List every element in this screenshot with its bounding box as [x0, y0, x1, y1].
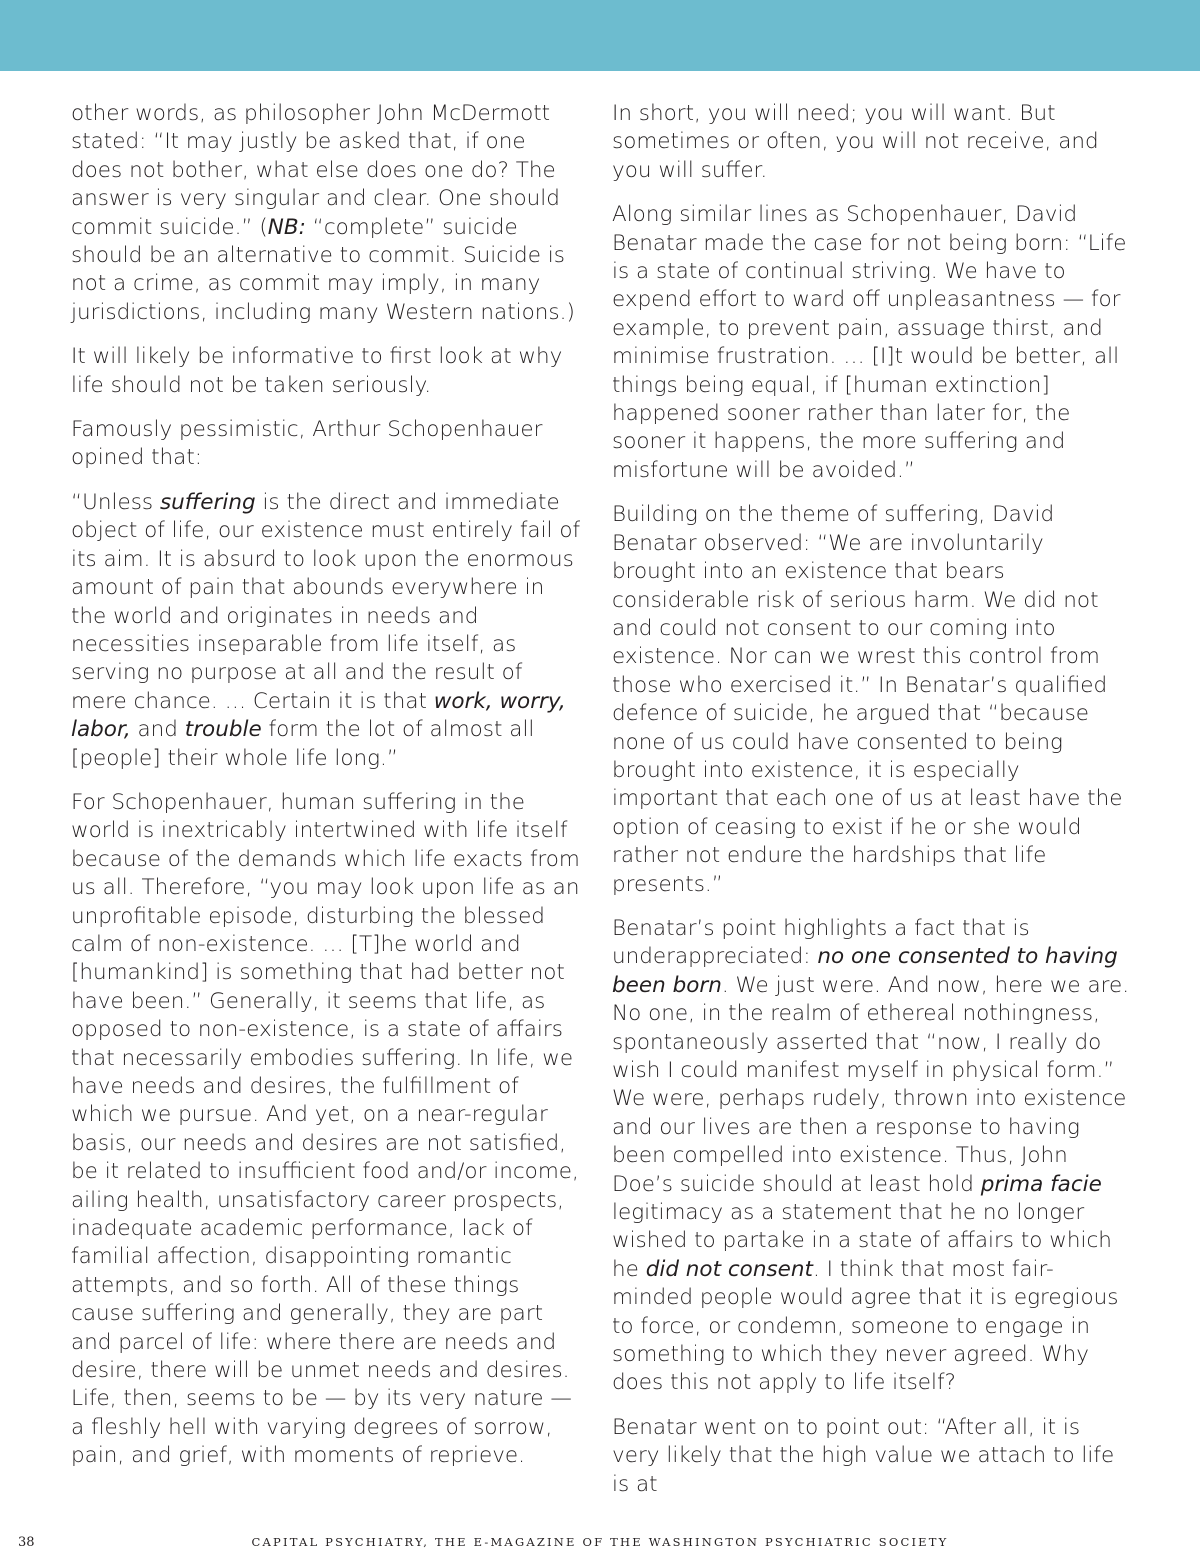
- italic-text: work, worry, labor,: [71, 688, 566, 743]
- paragraph-schopenhauer-quote: [71, 489, 583, 773]
- paragraph-why-not-serious: It will likely be informative to first look at why life should not be taken seriously.: [71, 344, 563, 398]
- paragraph-in-short: In short, you will need; you will want. But sometimes or often, you will not receive, and you will suffer.: [612, 101, 1099, 183]
- italic-text: no one consented to having been born: [612, 944, 1118, 998]
- paragraph-human-suffering: For Schopenhauer, human suffering in the world is inextricably intertwined with life itself because of the demands which life exacts from us all. Therefore, “you may look upon life as an unprofitable episode, disturbing the blessed calm of non-existence. … [T]he world and [humankind] is something that had better not have been.” Generally, it seems that life, as opposed to non-existence, is a state of affairs that necessarily embodies suffering. In life, we have needs and desires, the fulfillment of which we pursue. And yet, on a near-regular basis, our needs and desires are not satisfied, be it related to insufficient food and/or income, ailing health, unsatisfactory career prospects, inadequate academic performance, lack of familial affection, disappointing romantic attempts, and so forth. All of these things cause suffering and generally, they are part and parcel of life: where there are needs and desire, there will be unmet needs and desires. Life, then, seems to be — by its very nature — a fleshly hell with varying degrees of sorrow, pain, and grief, with moments of reprieve.: [71, 789, 580, 1469]
- italic-text: trouble: [184, 717, 262, 743]
- paragraph-benatar-after-all: Benatar went on to point out: “After all, it is very likely that the high value we attach to life is at: [612, 1414, 1115, 1497]
- text-run: Benatar’s point highlights a fact that is underappreciated:: [612, 915, 1030, 970]
- text-run: “complete” suicide should be an alternative to commit. Suicide is not a crime, as commit may imply, in many jurisdictions, including many Western nations.): [71, 214, 575, 325]
- paragraph-benatar-not-born: Along similar lines as Schopenhauer, David Benatar made the case for not being born: “Life is a state of continual striving. We have to expend effort to ward off unpleasantness — for example, to prevent pain, assuage thirst, and minimise frustration. … [I]t would be better, all things being equal, if [human extinction] happened sooner rather than later for, the sooner it happens, the more suffering and misfortune will be avoided.”: [612, 202, 1127, 483]
- text-run: legitimacy as a statement that he no longer wished to partake in a state of affairs to which he: [612, 1200, 1112, 1282]
- text-run: other words, as philosopher John McDermott stated: “It may justly be asked that, if one does not bother, what else does one do? The answer is very singular and clear. One should commit suicide.” (: [71, 101, 560, 240]
- text-run: is the direct and immediate object of life, our existence must entirely fail of its aim. It is absurd to look upon the enormous amount of pain that abounds everywhere in the world and originates in needs and necessities inseparable from life itself, as serving no purpose at all and the result of mere chance. … Certain it is that: [71, 489, 581, 714]
- text-run: . I think that most fair-minded people would agree that it is egregious to force, or condemn, someone to engage in something to which they never agreed. Why does this not apply to life itself?: [612, 1256, 1119, 1396]
- paragraph-benatar-suffering: Building on the theme of suffering, David Benatar observed: “We are involuntarily brought into an existence that bears considerable risk of serious harm. We did not and could not consent to our coming into existence. Nor can we wrest this control from those who exercised it.” In Benatar’s qualified defence of suicide, he argued that “because none of us could have consented to being brought into existence, it is especially important that each one of us at least have the option of ceasing to exist if he or she would rather not endure the hardships that life presents.”: [612, 502, 1123, 897]
- paragraph-no-consent: [612, 915, 1132, 1398]
- text-run: “Unless: [71, 489, 160, 515]
- paragraph-schopenhauer-intro: Famously pessimistic, Arthur Schopenhauer opined that:: [71, 417, 543, 471]
- text-run: . We just were. And now, here we are. No one, in the realm of ethereal nothingness, spontaneously asserted that “now, I really do wish I could manifest myself in physical form.” We were, perhaps rudely, thrown into existence and our lives are then a response to having been compelled into existence. Thus, John Doe’s suicide should at least hold: [612, 972, 1130, 1197]
- page-number: 38: [18, 1535, 35, 1550]
- italic-text: prima facie: [980, 1171, 1102, 1197]
- paragraph-mcdermott: [71, 100, 583, 327]
- left-column: [71, 100, 583, 1487]
- magazine-title: CAPITAL PSYCHIATRY, THE E-MAGAZINE OF THE WASHINGTON PSYCHIATRIC SOCIETY: [251, 1535, 949, 1549]
- italic-text: NB:: [267, 214, 306, 240]
- header-color-band: [0, 0, 1200, 71]
- text-run: and: [130, 717, 185, 743]
- right-column: [612, 100, 1132, 1515]
- italic-text: suffering: [159, 489, 256, 515]
- italic-text: did not consent: [645, 1256, 813, 1282]
- text-run: form the lot of almost all [people] their whole life long.”: [71, 717, 535, 771]
